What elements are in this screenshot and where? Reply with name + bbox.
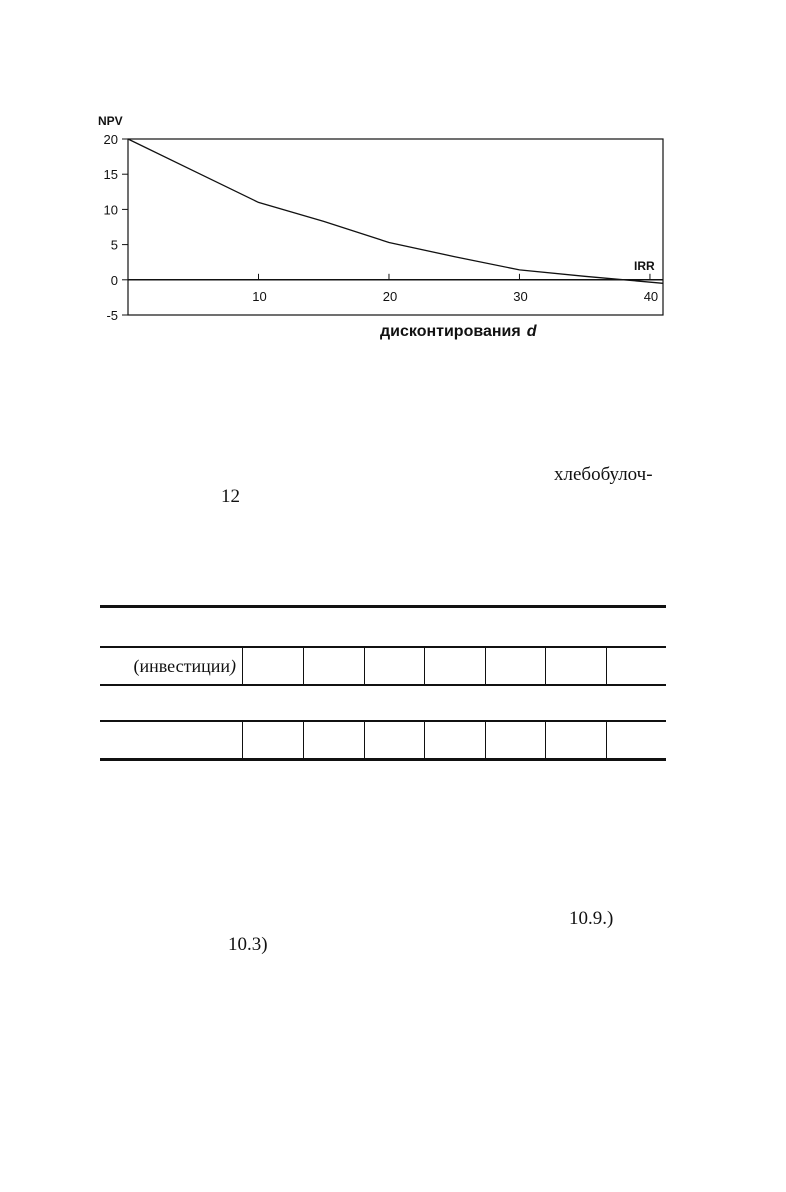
- table-rule: [100, 684, 666, 686]
- y-tick-label: 10: [103, 202, 118, 218]
- row-label-investments: [100, 647, 242, 685]
- table-cell: [485, 647, 545, 685]
- table-cell: [303, 721, 364, 759]
- row-label-suffix: ): [230, 656, 236, 676]
- npv-series-line: [128, 139, 663, 283]
- x-axis-variable: d: [526, 323, 537, 340]
- y-ticks: [104, 132, 128, 323]
- table-cell: [364, 721, 424, 759]
- table-cell: [485, 721, 545, 759]
- x-ticks: [252, 274, 658, 304]
- npv-chart-svg: [0, 0, 786, 360]
- y-tick-label: 5: [110, 237, 118, 253]
- text-ref-10-3: 10.3): [228, 934, 268, 955]
- data-table: [100, 605, 666, 761]
- row-label-text: (инвестиции: [133, 656, 230, 676]
- table-cell: [242, 647, 303, 685]
- table-cell: [242, 721, 303, 759]
- table-cell: [606, 647, 666, 685]
- table-cell: [545, 721, 606, 759]
- text-ref-10-9: 10.9.): [569, 908, 614, 929]
- series-lines: [128, 139, 663, 283]
- y-tick-label: -5: [106, 308, 118, 323]
- x-tick-label: 20: [382, 288, 398, 304]
- y-axis-label: NPV: [98, 114, 123, 128]
- y-tick-label: 15: [103, 167, 118, 183]
- table-bottom-rule: [100, 758, 666, 761]
- table-cell: [303, 647, 364, 685]
- x-tick-label: 30: [513, 288, 528, 304]
- text-word-break: хлебобулоч-: [554, 464, 653, 485]
- table-cell: [545, 647, 606, 685]
- x-tick-label: 10: [252, 288, 267, 304]
- table-top-rule: [100, 605, 666, 608]
- table-row: [100, 721, 666, 759]
- table-cell: [424, 721, 485, 759]
- npv-chart: [0, 0, 786, 360]
- y-tick-label: 0: [110, 272, 118, 288]
- irr-annotation: IRR: [634, 259, 655, 273]
- table-cell: [606, 721, 666, 759]
- table-row-investments: [100, 647, 666, 685]
- table-cell: [364, 647, 424, 685]
- y-tick-label: 20: [103, 132, 118, 147]
- x-axis-label: [380, 323, 536, 341]
- table-cell: [424, 647, 485, 685]
- x-axis-label-text: дисконтирования: [380, 323, 521, 340]
- x-tick-label: 40: [643, 288, 659, 304]
- text-number-12: 12: [221, 486, 240, 507]
